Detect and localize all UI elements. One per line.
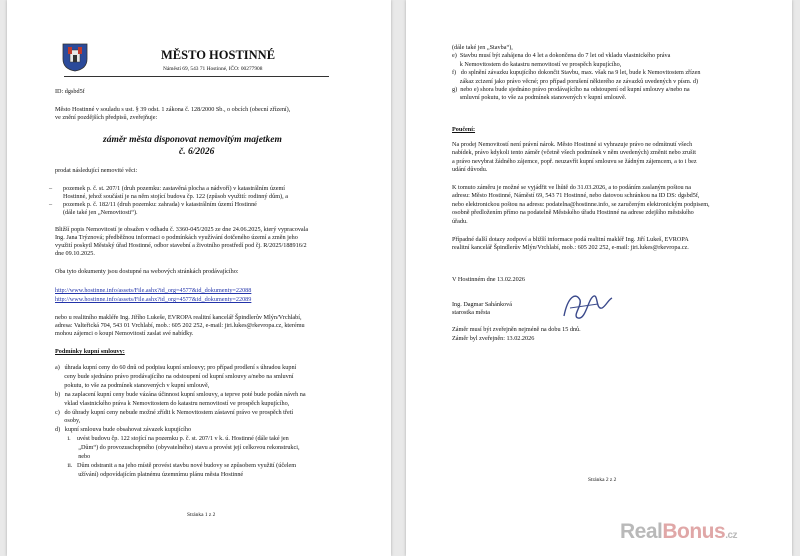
text-line: c) do úhrady kupní ceny nebude možné zřídit k Nemovitostem zástavní právo ve prospěch třetí <box>55 408 294 416</box>
watermark-part-tld: .cz <box>725 530 738 541</box>
id-line: ID: dgsbd5f <box>55 88 85 95</box>
text-line: osoby, <box>55 417 81 425</box>
text-line: g) nebo e) shora bude sjednáno právo prodávajícího na odstoupení od kupní smlouvy a/nebo na <box>452 86 690 93</box>
text-line: k Nemovitostem do katastru nemovitostí ve prospěch kupujícího, <box>452 60 622 68</box>
broker-line: mohou zájemci o koupi Nemovitostí zaslat své nabídky. <box>55 330 194 337</box>
valuation-line: využití poskytl Městský úřad Hostinné, odbor stavební a životního prostředí pod čj. R/2025/188916/2 <box>55 242 307 249</box>
text-line: úřadu. <box>452 217 468 225</box>
notice-title: Poučení: <box>452 126 476 133</box>
watermark-part-real: Real <box>620 520 663 543</box>
page-title: MĚSTO HOSTINNÉ <box>161 48 276 62</box>
notice-heading: záměr města disponovat nemovitým majetkem <box>103 135 282 145</box>
list-item: pozemek p. č. 182/11 (druh pozemku: zahrada) v katastrálním území Hostinné <box>63 201 257 208</box>
text-line: b) na zaplacení kupní ceny bude vázána účinnost kupní smlouvy, a teprve poté bude podán návrh na <box>55 390 306 398</box>
text-line: ii. Dům odstranit a na jeho místě provést stavbu nové budovy se způsobem využití (účelem <box>55 461 297 469</box>
broker-line: adresa: Valteřická 704, 543 01 Vrchlabí, mob.: 605 202 252, e-mail: jiri.lukes@rkevropa.cz, kterému <box>55 322 305 329</box>
signatory-name: Ing. Dagmar Sahánková <box>452 301 512 308</box>
text-line: ceny bude sjednáno právo prodávajícího na odstoupení od kupní smlouvy a/nebo na smluvní <box>55 372 294 380</box>
list-item: Hostinné, jehož součástí je na něm stojící budova čp. 122 (způsob využití: rodinný dům), a <box>63 193 288 200</box>
text-line: (dále také jen „Stavba“), <box>452 44 513 51</box>
text-line: smluvní pokutu, to vše za podmínek stanovených v kupní smlouvě. <box>452 94 627 102</box>
text-line: Případné další dotazy zodpoví a bližší informace podá realitní makléř Ing. Jiří Lukeš, EVROPA <box>452 236 689 243</box>
valuation-line: Bližší popis Nemovitostí je obsažen v odhadu č. 3360-045/2025 ze dne 24.06.2025, který vypracovala <box>55 226 309 233</box>
realbonus-watermark <box>620 520 737 550</box>
text-line: nebo elektronickou poštou na adresu: podatelna@hostinne.info, se zaručeným elektronickým podpisem, <box>452 200 710 208</box>
bullet-dash: – <box>49 201 53 208</box>
docs-line: Oba tyto dokumenty jsou dostupné na webových stránkách prodávajícího: <box>55 268 239 275</box>
notice-number: č. 6/2026 <box>179 147 215 157</box>
signature-image <box>558 286 618 326</box>
text-line: osobně předložením přímo na podatelně Městského úřadu Hostinné na adrese zdejšího městského <box>452 209 694 217</box>
intro-line: ve znění pozdějších předpisů, zveřejňuje: <box>55 114 158 121</box>
document-link[interactable]: http://www.hostinne.info/assets/File.ashx?id_org=4577&id_dokumenty=22089 <box>55 296 252 303</box>
text-line: nebo <box>55 453 91 460</box>
text-line: adresu: Město Hostinné, Náměstí 69, 543 71 Hostinné, nebo datovou schránkou na ID DS: dgsbd5f, <box>452 192 700 200</box>
intro-line: Město Hostinné v souladu s ust. § 39 odst. 1 zákona č. 128/2000 Sb., o obcích (obecní zřízení), <box>55 106 291 113</box>
text-line: K tomuto záměru je možné se vyjádřit ve lhůtě do 31.03.2026, a to podáním zaslaným poštou na <box>452 184 692 191</box>
text-line: d) kupní smlouva bude obsahovat závazek kupujícího <box>55 426 192 434</box>
text-line: zákaz zcizení jako právo věcné; pro případ porušení některého ze závazků uvedených v písm. d) <box>452 77 699 85</box>
text-line: vklad vlastnického práva k Nemovitostem do katastru nemovitostí ve prospěch kupujícího, <box>55 399 290 407</box>
document-page-2 <box>406 0 792 556</box>
broker-line: nebo u realitního makléře Ing. Jiřího Lukeše, EVROPA realitní kancelář Špindlerův Mlýn/Vrchlabí, <box>55 314 302 321</box>
list-item: (dále také jen „Nemovitosti“). <box>63 209 138 216</box>
posting-date: Záměr byl zveřejněn: 13.02.2026 <box>452 335 535 342</box>
valuation-line: dne 09.10.2025. <box>55 250 95 257</box>
header-address: Náměstí 69, 543 71 Hostinné, IČO: 00277908 <box>163 66 263 72</box>
page-footer: Stránka 2 z 2 <box>588 477 617 483</box>
signatory-role: starostka města <box>452 309 490 316</box>
document-page-1 <box>7 0 391 556</box>
text-line: realitní kancelář Špindlerův Mlýn/Vrchlabí, mob.: 605 202 252, e-mail: jiri.lukes@rkevropa.cz. <box>452 244 689 252</box>
text-line: udání důvodu. <box>452 166 488 174</box>
text-line: nabídek, právo kdykoli tento záměr (včetně všech podmínek v něm uvedených) změnit nebo zrušit <box>452 149 696 157</box>
posting-requirement: Záměr musí být zveřejněn nejméně na dobu 15 dnů. <box>452 326 581 333</box>
date-line: V Hostinném dne 13.02.2026 <box>452 276 525 283</box>
bullet-dash: – <box>49 185 53 192</box>
watermark-part-bonus: Bonus <box>662 520 726 543</box>
sell-line: prodat následující nemovité věci: <box>55 167 138 174</box>
text-line: „Dům“) do provozuschopného (obyvatelného) stavu a provést její celkovou rekonstrukci, <box>55 444 300 452</box>
valuation-line: Ing. Jana Trýznová; předběžnou informaci o podmínkách využívání dotčeného území a změn jeho <box>55 234 298 241</box>
text-line: pokutu, to vše za podmínek stanovených v kupní smlouvě, <box>55 381 210 389</box>
text-line: a) úhrada kupní ceny do 60 dnů od podpisu kupní smlouvy; pro případ prodlení s úhradou kupní <box>55 364 297 371</box>
text-line: i. uvést budovu čp. 122 stojící na pozemku p. č. st. 207/1 v k. ú. Hostinné (dále také jen <box>55 435 289 443</box>
text-line: a právo nevybrat žádného zájemce, popř. neuzavřít kupní smlouvu se žádným zájemcem, a to i bez <box>452 157 697 165</box>
list-item: pozemek p. č. st. 207/1 (druh pozemku: zastavěná plocha a nádvoří) v katastrálním území <box>63 185 285 192</box>
text-line: Na prodej Nemovitostí není právní nárok. Město Hostinné si vyhrazuje právo ne odmítnutí všech <box>452 141 693 148</box>
text-line: e) Stavbu musí být zahájena do 4 let a dokončena do 7 let od vkladu vlastnického práva <box>452 52 671 60</box>
text-line: užívání) odpovídajícím platnému územnímu plánu města Hostinné <box>55 470 244 478</box>
document-link[interactable]: http://www.hostinne.info/assets/File.ashx?id_org=4577&id_dokumenty=22088 <box>55 287 252 294</box>
page-footer: Stránka 1 z 2 <box>187 512 216 518</box>
conditions-title: Podmínky kupní smlouvy: <box>55 348 125 355</box>
text-line: f) do splnění závazku kupujícího dokončit Stavbu, max. však na 9 let, bude k Nemovitostem zřízen <box>452 69 701 77</box>
header-divider <box>64 76 329 77</box>
city-coat-of-arms-icon <box>62 42 88 72</box>
